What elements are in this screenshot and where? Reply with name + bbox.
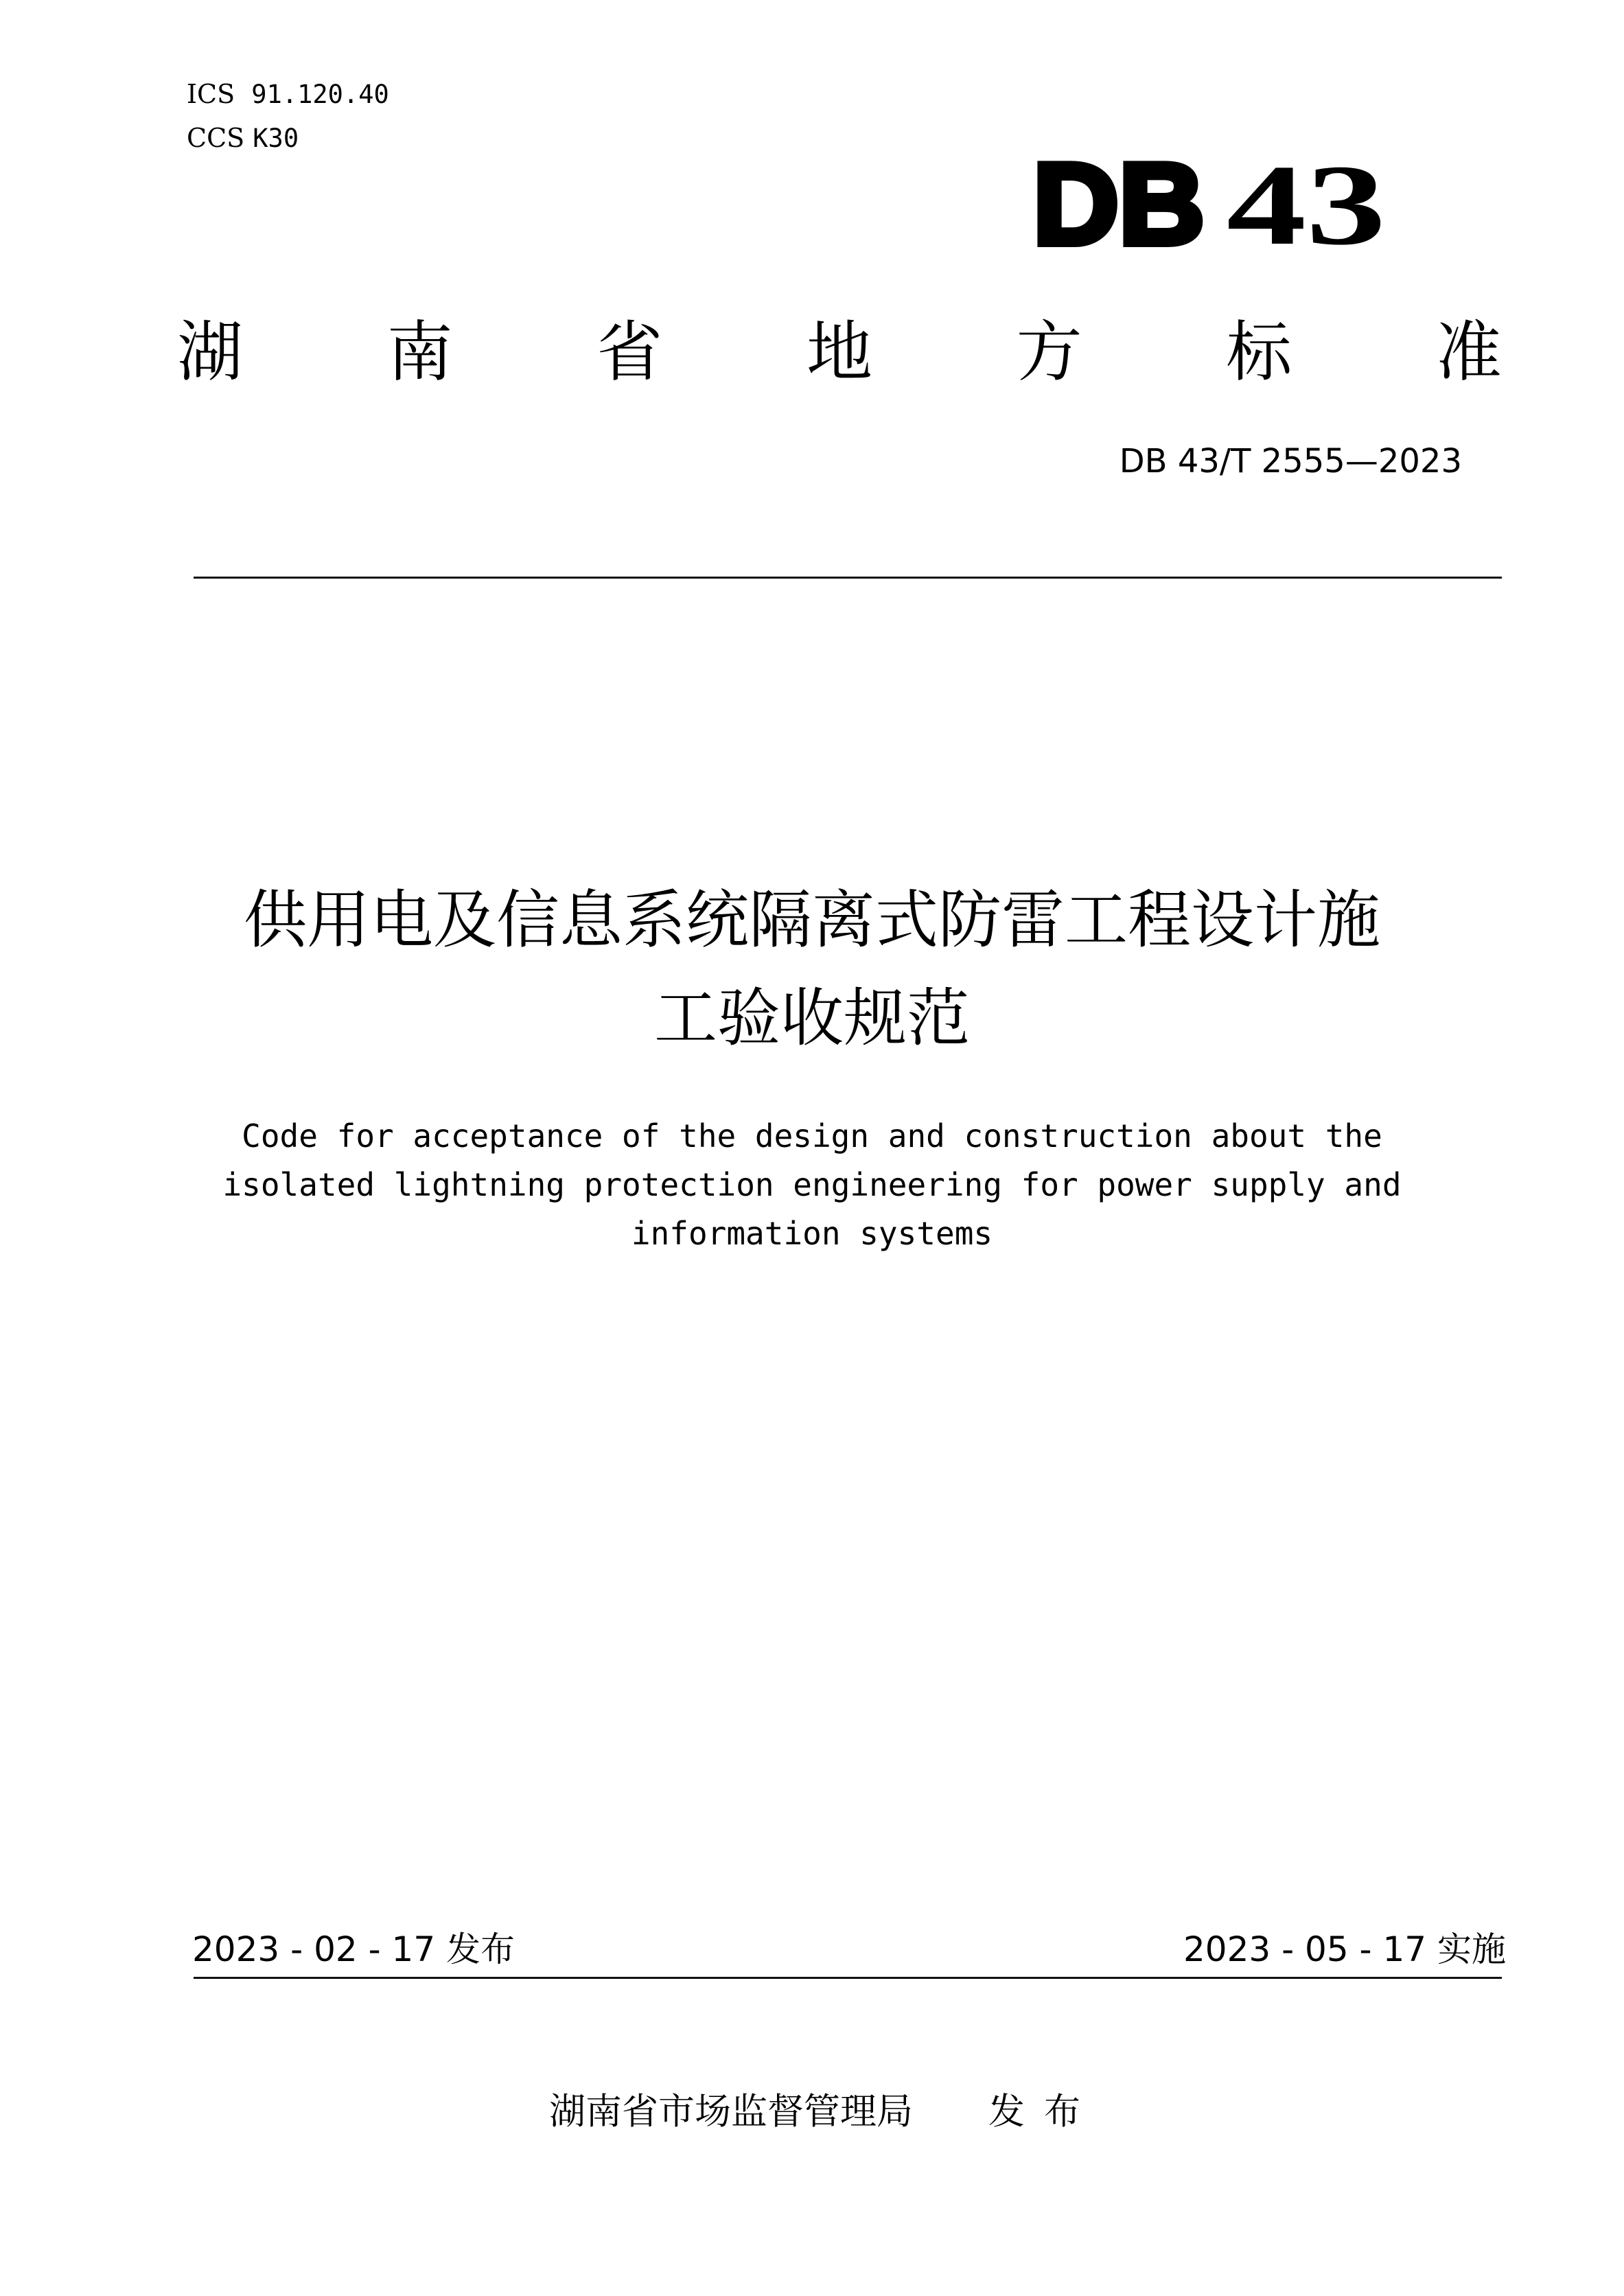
- db43-logo: [1033, 154, 1390, 254]
- issuer-name: 湖南省市场监督管理局: [549, 2091, 913, 2133]
- standard-type-char: 准: [1435, 314, 1502, 391]
- issuer-action: 发布: [988, 2091, 1100, 2133]
- implementation-date: 2023 - 05 - 17 实施: [1183, 1929, 1506, 1969]
- title-zh-line-1: 供用电及信息系统隔离式防雷工程设计施: [243, 883, 1380, 957]
- title-zh-line-2: 工验收规范: [653, 982, 970, 1055]
- ccs-label: CCS: [187, 123, 245, 153]
- standard-number: DB 43/T 2555—2023: [1119, 442, 1462, 480]
- issue-date: 2023 - 02 - 17 发布: [192, 1929, 515, 1969]
- logo-number: 43: [1227, 154, 1386, 254]
- standard-type-char: 省: [596, 314, 663, 391]
- ccs-classification: [187, 125, 299, 151]
- ccs-code: K30: [253, 124, 299, 153]
- standard-type-char: 地: [806, 314, 872, 391]
- title-en-line-1: Code for acceptance of the design and construction about the: [242, 1117, 1382, 1155]
- title-en-line-2: isolated lightning protection engineering for power supply and: [222, 1166, 1402, 1203]
- footer-divider: [194, 1977, 1502, 1979]
- standard-type-char: 方: [1016, 314, 1082, 391]
- ics-classification: [187, 81, 389, 107]
- issuing-authority: [549, 2091, 1100, 2133]
- standard-type-heading: [177, 314, 1502, 390]
- standard-type-char: 湖: [177, 314, 243, 391]
- standard-type-char: 标: [1226, 314, 1292, 391]
- logo-prefix: DB: [1033, 154, 1205, 254]
- header-divider: [194, 577, 1502, 579]
- ics-code: 91.120.40: [251, 80, 389, 109]
- ics-label: ICS: [187, 79, 235, 109]
- standard-type-char: 南: [386, 314, 453, 391]
- title-en-line-3: information systems: [631, 1215, 993, 1252]
